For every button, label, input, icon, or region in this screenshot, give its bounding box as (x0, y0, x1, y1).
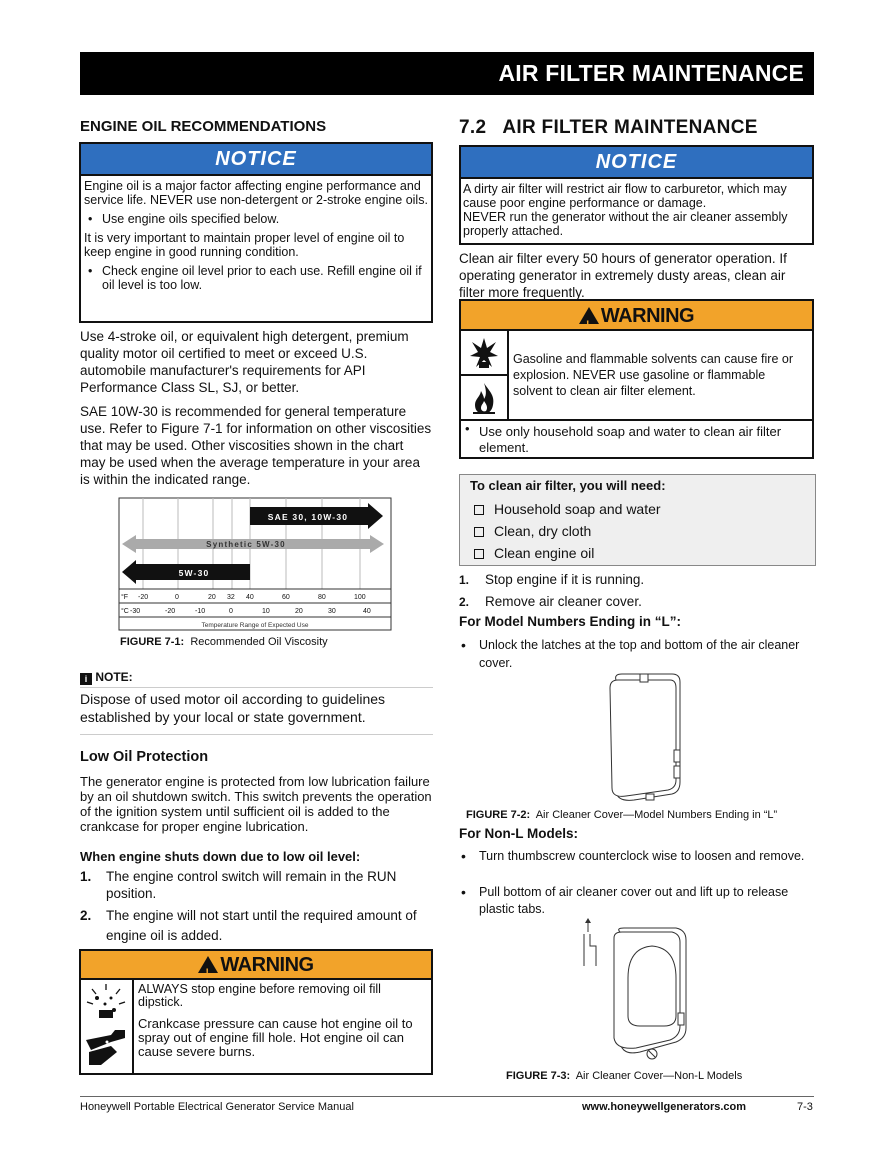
fire-flame-icon (461, 376, 507, 419)
note-title (80, 670, 433, 688)
synthetic-label: Synthetic 5W-30 (206, 540, 286, 549)
warning-header (461, 301, 812, 331)
fahrenheit-unit: °F (121, 594, 129, 601)
non-l-bullet-2: • Pull bottom of air cleaner cover out and lift up to release plastic tabs. (461, 884, 789, 916)
warning-label: WARNING (220, 954, 314, 976)
step-number: 2. (459, 595, 470, 609)
oil-warning-box (79, 949, 433, 1075)
oil-notice-body (81, 176, 431, 300)
notice-text: Engine oil is a major factor affecting engine performance and service life. NEVER use non-detergent or 2-stroke engine oils. (84, 179, 428, 207)
supply-item: Household soap and water (474, 498, 805, 520)
warning-bullet: • Use only household soap and water to clean air filter element. (461, 421, 812, 456)
info-icon: i (80, 673, 92, 685)
notice-text: NEVER run the generator without the air cleaner assembly properly attached. (463, 210, 788, 238)
non-l-bullet-1: • Turn thumbscrew counterclock wise to loosen and remove. (461, 848, 805, 864)
oil-notice-box (79, 142, 433, 323)
warning-triangle-icon (198, 956, 218, 973)
f-tick: 100 (354, 594, 366, 601)
figure-number: FIGURE 7-1: (120, 636, 185, 648)
viscosity-paragraph: SAE 10W-30 is recommended for general temperature use. Refer to Figure 7-1 for information on other viscosities that may be used. Other viscosities shown in the chart may be used when the average temperature in your area is within the indicated range. (80, 404, 432, 487)
filter-step-1 (459, 572, 644, 587)
notice-text: A dirty air filter will restrict air flow to carburetor, which may cause poor engine performance or damage. (463, 182, 787, 210)
footer-rule (80, 1096, 814, 1097)
figure-text: Recommended Oil Viscosity (190, 636, 328, 648)
warning-icon-column (81, 980, 134, 1073)
c-tick: 20 (295, 608, 303, 615)
f-tick: 0 (175, 594, 179, 601)
c-tick: 0 (229, 608, 233, 615)
step-text: The engine control switch will remain in the RUN position. (106, 869, 397, 901)
c-tick: 10 (262, 608, 270, 615)
supplies-heading: To clean air filter, you will need: (470, 478, 666, 493)
filter-step-2 (459, 594, 642, 609)
c-tick: -10 (195, 608, 206, 615)
figure-text: Air Cleaner Cover—Non-L Models (575, 1070, 743, 1082)
c-tick: 40 (363, 608, 371, 615)
hot-oil-burn-icon (81, 980, 131, 1073)
oil-spec-paragraph: Use 4-stroke oil, or equivalent high detergent, premium quality motor oil certified to meet or exceed U.S. automobile manufacturer's requirements for API Performance Class SL, SJ, or better. (80, 329, 409, 395)
warning-text: Gasoline and flammable solvents can cause fire or explosion. NEVER use gasoline or flammable solvent to clean air filter element. (513, 352, 794, 398)
supplies-list (470, 498, 805, 564)
c-tick: -20 (165, 608, 176, 615)
f-tick: 40 (246, 594, 254, 601)
bullet-icon: • (461, 637, 466, 653)
step-number: 1. (80, 869, 92, 884)
footer-page-number: 7-3 (797, 1101, 813, 1113)
shutdown-step-2 (80, 906, 433, 946)
footer-website-link[interactable]: www.honeywellgenerators.com (582, 1101, 747, 1113)
footer-manual-title: Honeywell Portable Electrical Generator Service Manual (80, 1101, 354, 1113)
page-header-title: AIR FILTER MAINTENANCE (80, 52, 814, 95)
c-tick: 30 (328, 608, 336, 615)
bullet-icon: • (461, 884, 466, 900)
air-cleaner-cover-l-illustration (604, 670, 684, 805)
supply-item: Clean, dry cloth (474, 520, 805, 542)
checkbox-icon (474, 505, 484, 515)
note-label: NOTE: (95, 670, 133, 684)
f-tick: 20 (208, 594, 216, 601)
f-tick: 32 (227, 594, 235, 601)
engine-oil-heading: ENGINE OIL RECOMMENDATIONS (80, 118, 327, 135)
shutdown-heading: When engine shuts down due to low oil level: (80, 849, 361, 864)
celsius-unit: °C (121, 608, 129, 615)
notice-text: It is very important to maintain proper level of engine oil to keep engine in good running condition. (84, 231, 405, 259)
l-models-bullet: • Unlock the latches at the top and bottom of the air cleaner cover. (461, 637, 800, 670)
range-label: Temperature Range of Expected Use (201, 622, 309, 629)
figure-number: FIGURE 7-2: (466, 809, 531, 821)
warning-text: ALWAYS stop engine before removing oil fill dipstick. (138, 982, 381, 1009)
warning-triangle-icon (579, 307, 599, 324)
notice-bullet: • Use engine oils specified below. (84, 212, 428, 226)
air-notice-body (461, 179, 812, 241)
step-text: The engine will not start until the required amount of engine oil is added. (106, 908, 417, 943)
figure-number: FIGURE 7-3: (506, 1070, 571, 1082)
checkbox-icon (474, 527, 484, 537)
figure-7-2-caption (466, 809, 777, 821)
c-tick: -30 (130, 608, 141, 615)
supplies-box (459, 474, 816, 566)
step-number: 1. (459, 573, 470, 587)
oil-viscosity-chart (118, 497, 394, 633)
sae30-label: SAE 30, 10W-30 (267, 512, 349, 522)
l-models-heading: For Model Numbers Ending in “L”: (459, 614, 681, 629)
notice-label: NOTICE (81, 144, 431, 176)
f-tick: 80 (318, 594, 326, 601)
clean-frequency-paragraph: Clean air filter every 50 hours of generator operation. If operating generator in extremely dusty areas, clean air filter more frequently. (459, 251, 787, 300)
notice-bullet: • Check engine oil level prior to each use. Refill engine oil if oil level is too low. (84, 264, 428, 292)
shutdown-step-1 (80, 868, 433, 902)
supply-item: Clean engine oil (474, 542, 805, 564)
warning-text-column (134, 980, 431, 1073)
figure-7-3-caption (506, 1070, 742, 1082)
figure-7-1-caption (120, 636, 328, 648)
notice-label: NOTICE (461, 147, 812, 179)
warning-text: Crankcase pressure can cause hot engine oil to spray out of engine fill hole. Hot engine oil can cause severe burns. (138, 1016, 413, 1059)
step-text: Remove air cleaner cover. (485, 594, 642, 609)
non-l-heading: For Non-L Models: (459, 826, 578, 841)
note-text: Dispose of used motor oil according to guidelines established by your local or state government. (80, 688, 433, 735)
5w30-label: 5W-30 (178, 568, 210, 578)
warning-label: WARNING (600, 305, 695, 327)
section-heading: 7.2 AIR FILTER MAINTENANCE (459, 117, 758, 138)
low-oil-heading: Low Oil Protection (80, 749, 209, 765)
air-cleaner-cover-non-l-illustration (580, 918, 692, 1064)
warning-header (81, 951, 431, 980)
checkbox-icon (474, 549, 484, 559)
low-oil-paragraph: The generator engine is protected from low lubrication failure by an oil shutdown switch. This switch prevents the operation of the ignition system until sufficient oil is added to the crankcase for proper engine lubrication. (80, 774, 432, 834)
explosion-icon (461, 331, 507, 376)
air-filter-notice-box (459, 145, 814, 245)
warning-icon-column (461, 331, 509, 419)
note-block (80, 670, 433, 735)
figure-text: Air Cleaner Cover—Model Numbers Ending in “L” (535, 809, 778, 821)
bullet-icon: • (461, 848, 466, 864)
f-tick: -20 (138, 594, 149, 601)
step-text: Stop engine if it is running. (485, 572, 645, 587)
f-tick: 60 (282, 594, 290, 601)
fire-warning-box (459, 299, 814, 459)
step-number: 2. (80, 908, 92, 923)
